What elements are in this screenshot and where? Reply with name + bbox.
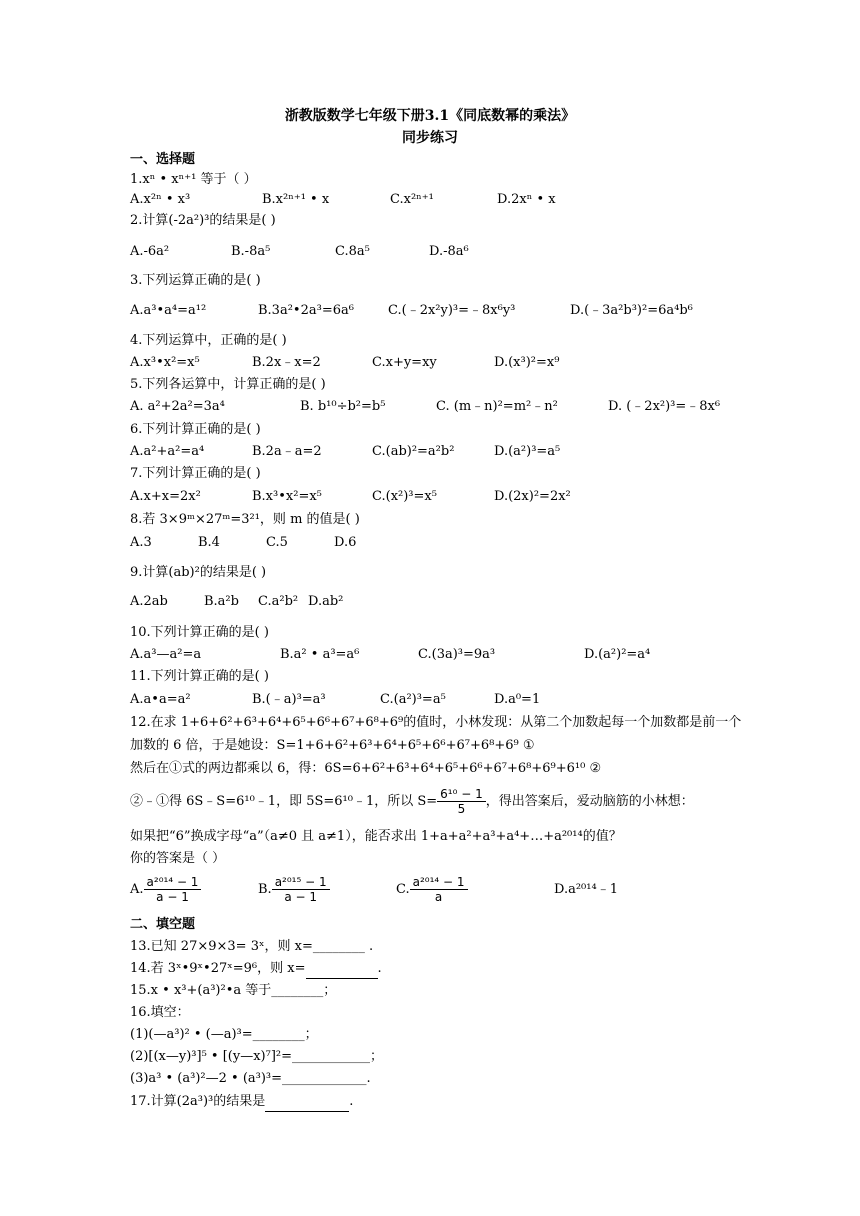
section-heading-choice: 一、选择题 [130, 152, 196, 167]
question-7-option-c: C.(x²)³=x⁵ [372, 489, 437, 504]
question-2-option-a: A.-6a² [130, 244, 170, 259]
question-1-option-c: C.x²ⁿ⁺¹ [390, 192, 434, 207]
question-16-stem: 16.填空： [130, 1005, 190, 1020]
question-1-option-b: B.x²ⁿ⁺¹ • x [262, 192, 330, 207]
question-16-part-3: (3)a³ • (a³)²—2 • (a³)³=_____________. [130, 1071, 371, 1086]
question-9-option-a: A.2ab [130, 594, 168, 609]
question-12-line-1: 12.在求 1+6+6²+6³+6⁴+6⁵+6⁶+6⁷+6⁸+6⁹的值时，小林发现：从第二个加数起每一个加数都是前一个 [130, 715, 742, 730]
fraction-denominator: 5 [457, 802, 466, 816]
question-10-option-b: B.a² • a³=a⁶ [280, 647, 360, 662]
question-3-stem: 3.下列运算正确的是( ) [130, 273, 261, 288]
question-14-text: 14.若 3ˣ•9ˣ•27ˣ=9⁶，则 x= [130, 961, 306, 976]
question-5-option-a: A. a²+2a²=3a⁴ [130, 399, 225, 414]
fraction-numerator: 6¹⁰ − 1 [437, 787, 486, 802]
question-6-option-b: B.2a﹣a=2 [252, 444, 322, 459]
question-10-option-c: C.(3a)³=9a³ [418, 647, 496, 662]
question-12-option-b [258, 872, 330, 908]
question-4-option-d: D.(x³)²=x⁹ [494, 355, 560, 370]
question-11-option-d: D.a⁰=1 [494, 692, 541, 707]
question-5-option-c: C. (m﹣n)²=m²﹣n² [436, 399, 558, 414]
question-6-option-c: C.(ab)²=a²b² [372, 444, 455, 459]
question-12-option-a-label: A. [130, 882, 144, 897]
option-b-fraction [272, 875, 330, 904]
question-12-option-d: D.a²⁰¹⁴﹣1 [554, 882, 618, 897]
fraction-denominator: a − 1 [156, 890, 189, 904]
question-4-option-b: B.2x﹣x=2 [252, 355, 321, 370]
question-12-line-4-text-b: ，得出答案后，爱动脑筋的小林想： [485, 794, 694, 809]
question-3-option-d: D.(﹣3a²b³)²=6a⁴b⁶ [570, 303, 693, 318]
question-17-end: . [349, 1094, 354, 1109]
question-6-option-a: A.a²+a²=a⁴ [130, 444, 205, 459]
question-8-option-c: C.5 [266, 535, 288, 550]
question-12-option-c-label: C. [396, 882, 410, 897]
question-12-option-c [396, 872, 468, 908]
question-7-option-b: B.x³•x²=x⁵ [252, 489, 322, 504]
question-2-stem: 2.计算(-2a²)³的结果是( ) [130, 213, 276, 228]
question-12-line-5: 如果把“6”换成字母“a”（a≠0 且 a≠1），能否求出 1+a+a²+a³+a⁴+…+a²⁰¹⁴的值？ [130, 829, 622, 844]
question-3-option-c: C.(﹣2x²y)³=﹣8x⁶y³ [388, 303, 516, 318]
question-17-text: 17.计算(2a³)³的结果是 [130, 1094, 266, 1109]
question-11-option-a: A.a•a=a² [130, 692, 191, 707]
question-12-line-6: 你的答案是（ ） [130, 851, 226, 866]
question-12-line-3: 然后在①式的两边都乘以 6，得：6S=6+6²+6³+6⁴+6⁵+6⁶+6⁷+6⁸+6⁹+6¹⁰ ② [130, 761, 602, 776]
question-12-option-a [130, 872, 201, 908]
question-8-stem: 8.若 3×9ᵐ×27ᵐ=3²¹，则 m 的值是( ) [130, 512, 360, 527]
answer-blank [265, 1093, 349, 1112]
fraction-numerator: a²⁰¹⁵ − 1 [272, 875, 330, 890]
question-7-stem: 7.下列计算正确的是( ) [130, 466, 261, 481]
question-17 [130, 1093, 353, 1112]
question-2-option-b: B.-8a⁵ [231, 244, 271, 259]
fraction-denominator: a − 1 [284, 890, 317, 904]
question-7-option-d: D.(2x)²=2x² [494, 489, 571, 504]
question-11-option-c: C.(a²)³=a⁵ [380, 692, 446, 707]
question-4-option-c: C.x+y=xy [372, 355, 437, 370]
question-9-option-b: B.a²b [204, 594, 239, 609]
question-12-line-4 [130, 786, 694, 818]
option-a-fraction [144, 875, 202, 904]
question-3-option-b: B.3a²•2a³=6a⁶ [258, 303, 354, 318]
fraction-numerator: a²⁰¹⁴ − 1 [144, 875, 202, 890]
question-1-stem: 1.xⁿ • xⁿ⁺¹ 等于（ ） [130, 172, 257, 187]
question-6-stem: 6.下列计算正确的是( ) [130, 422, 261, 437]
question-10-option-d: D.(a²)²=a⁴ [584, 647, 651, 662]
question-5-option-d: D. (﹣2x²)³=﹣8x⁶ [608, 399, 721, 414]
question-12-option-b-label: B. [258, 882, 272, 897]
question-1-option-a: A.x²ⁿ • x³ [130, 192, 191, 207]
fraction-numerator: a²⁰¹⁴ − 1 [410, 875, 468, 890]
question-9-stem: 9.计算(ab)²的结果是( ) [130, 565, 267, 580]
question-3-option-a: A.a³•a⁴=a¹² [130, 303, 207, 318]
fraction-denominator: a [434, 890, 443, 904]
question-5-option-b: B. b¹⁰÷b²=b⁵ [300, 399, 386, 414]
fraction [437, 787, 486, 816]
answer-blank [306, 960, 378, 979]
question-5-stem: 5.下列各运算中，计算正确的是( ) [130, 377, 326, 392]
section-heading-fill: 二、填空题 [130, 917, 196, 932]
question-16-part-2: (2)[(x—y)³]⁵ • [(y—x)⁷]²=____________； [130, 1049, 384, 1064]
question-16-part-1: (1)(—a³)² • (—a)³=________； [130, 1027, 318, 1042]
question-8-option-d: D.6 [334, 535, 357, 550]
question-8-option-b: B.4 [198, 535, 220, 550]
question-11-stem: 11.下列计算正确的是( ) [130, 669, 269, 684]
question-12-line-4-text-a: ②﹣①得 6S﹣S=6¹⁰﹣1，即 5S=6¹⁰﹣1，所以 S= [130, 794, 438, 809]
question-4-stem: 4.下列运算中，正确的是( ) [130, 333, 287, 348]
question-9-option-d: D.ab² [308, 594, 344, 609]
question-11-option-b: B.(﹣a)³=a³ [252, 692, 326, 707]
question-13: 13.已知 27×9×3= 3ˣ，则 x=________ . [130, 939, 374, 954]
question-1-option-d: D.2xⁿ • x [497, 192, 556, 207]
question-2-option-c: C.8a⁵ [335, 244, 370, 259]
question-8-option-a: A.3 [130, 535, 152, 550]
question-4-option-a: A.x³•x²=x⁵ [130, 355, 200, 370]
question-14 [130, 960, 382, 979]
question-12-line-2: 加数的 6 倍，于是她设：S=1+6+6²+6³+6⁴+6⁵+6⁶+6⁷+6⁸+6⁹ ① [130, 738, 535, 753]
question-9-option-c: C.a²b² [258, 594, 299, 609]
question-10-option-a: A.a³—a²=a [130, 647, 202, 662]
document-title: 浙教版数学七年级下册3.1《同底数幂的乘法》 [284, 108, 576, 124]
question-10-stem: 10.下列计算正确的是( ) [130, 625, 269, 640]
question-15: 15.x • x³+(a³)²•a 等于________； [130, 983, 337, 998]
question-6-option-d: D.(a²)³=a⁵ [494, 444, 561, 459]
question-2-option-d: D.-8a⁶ [429, 244, 469, 259]
option-c-fraction [410, 875, 468, 904]
question-14-end: . [377, 961, 382, 976]
question-7-option-a: A.x+x=2x² [130, 489, 201, 504]
document-subtitle: 同步练习 [402, 130, 458, 146]
